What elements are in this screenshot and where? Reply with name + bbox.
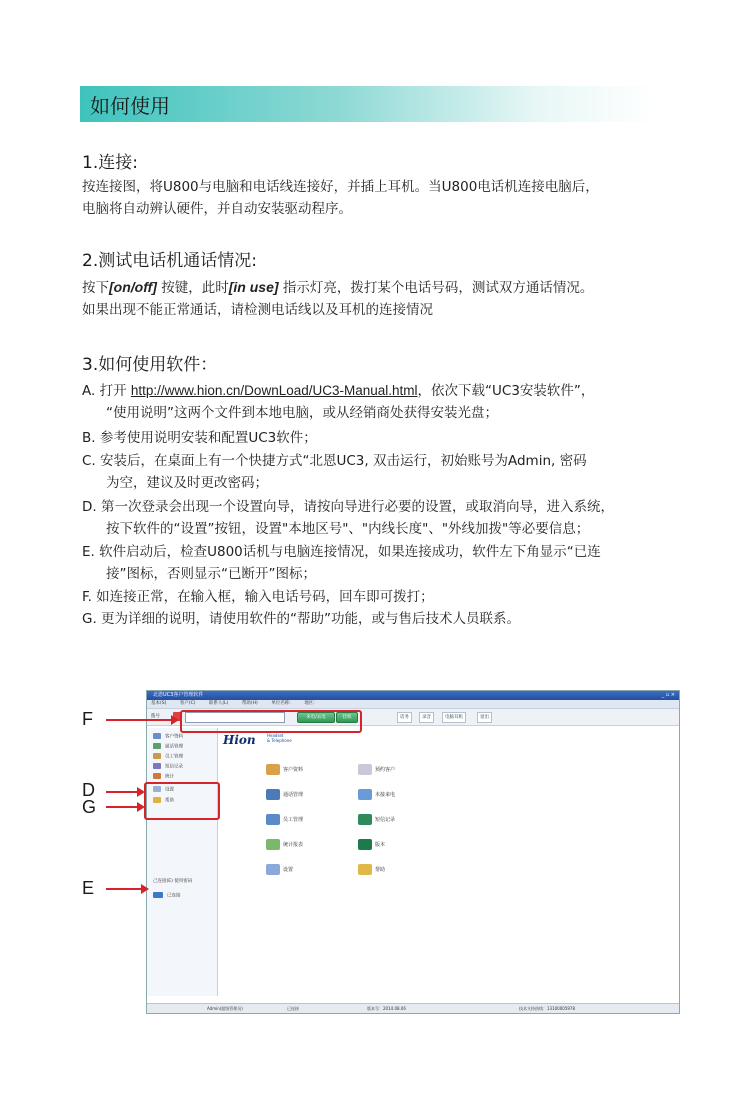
label-f: F [82,709,93,729]
sidebar-item-stats[interactable]: 统计 [153,773,174,781]
page-heading: 如何使用 [90,94,170,118]
dial-button[interactable]: 来电/去电 [297,712,335,723]
status-version: 版本号：2014.08.06 [367,1006,406,1011]
sms-record-icon [358,814,372,825]
module-appointments[interactable]: 预约客户 [358,763,395,777]
module-settings[interactable]: 设置 [266,863,293,877]
version-icon [358,839,372,850]
sidebar-item-help[interactable]: 帮助 [153,797,174,805]
hion-logo: Hion [223,733,256,747]
module-stats[interactable]: 统计报表 [266,838,303,852]
module-staff[interactable]: 员工管理 [266,813,303,827]
arrow-e [106,888,142,890]
list-item-b: B. 参考使用说明安装和配置UC3软件； [82,430,317,446]
list-item-a: A. 打开 http://www.hion.cn/DownLoad/UC3-Manual.html，依次下载“UC3安装软件”， “使用说明”这两个文件到本地电脑，或从经销商处获得安装光盘； [82,383,595,421]
main-panel [218,728,679,996]
help-icon [358,864,372,875]
window-controls[interactable]: _ ▫ × [661,692,675,698]
settings-icon [266,864,280,875]
toolbar-button-record[interactable]: 录音 [419,712,434,723]
status-connection: 已连接 [287,1006,299,1011]
menu-item[interactable]: 单位名称: [271,701,291,706]
label-d: D [82,780,95,800]
sidebar-item-customers[interactable]: 客户资料 [153,733,183,741]
window-titlebar: 北恩UC3客户管理软件 _ ▫ × [147,691,679,700]
arrow-f [106,719,172,721]
calls-icon [153,743,161,749]
list-item-e: E. 软件启动后，检查U800话机与电脑连接情况，如果连接成功，软件左下角显示“已连 接”图标，否则显示“已断开”图标； [82,544,601,582]
label-e: E [82,878,95,898]
sidebar-footer: 己连接(E) 使用密码 [153,879,193,884]
module-sms[interactable]: 短信记录 [358,813,395,827]
menu-item[interactable]: 基本(S) [151,701,167,706]
sidebar-item-staff[interactable]: 员工管理 [153,753,183,761]
sidebar [147,728,218,996]
download-link[interactable]: http://www.hion.cn/DownLoad/UC3-Manual.html [130,383,418,398]
menu-item[interactable]: 客户(C) [179,701,196,706]
section2-title: 2.测试电话机通话情况: [82,251,257,271]
missed-call-icon [358,789,372,800]
sms-icon [153,763,161,769]
list-item-f: F. 如连接正常，在输入框，输入电话号码，回车即可拨打； [82,589,434,605]
staff-icon [153,753,161,759]
toolbar-button-headset[interactable]: 电脑耳机 [442,712,466,723]
section1-title: 1.连接: [82,153,138,173]
stats-report-icon [266,839,280,850]
status-user: Admin(超级管理员) [207,1006,243,1011]
logo-tagline: Headset & Telephone [267,733,292,743]
menu-item[interactable]: 地区: [304,701,315,706]
section1-body: 按连接图，将U800与电脑和电话线连接好，并插上耳机。当U800电话机连接电脑后， 电脑将自动辨认硬件，并自动安装驱动程序。 [82,179,599,217]
sidebar-item-settings[interactable]: 设置 [153,786,174,794]
staff-manage-icon [266,814,280,825]
appointment-icon [358,764,372,775]
software-screenshot [146,690,680,1014]
annotation-box-input [180,710,362,733]
list-item-g: G. 更为详细的说明，请使用软件的“帮助”功能，或与售后技术人员联系。 [82,611,521,627]
arrow-d [106,791,138,793]
menu-bar [147,700,679,709]
module-calls[interactable]: 通话管理 [266,788,303,802]
status-hotline: 技术支持热线：13100005978 [519,1006,575,1011]
list-item-c: C. 安装后，在桌面上有一个快捷方式“北恩UC3, 双击运行，初始账号为Admin, 密码 为空，建议及时更改密码； [82,453,587,491]
label-g: G [82,797,97,817]
connection-status: 已连接 [153,892,181,900]
module-help[interactable]: 帮助 [358,863,385,877]
arrow-g [106,806,138,808]
toolbar-button-talk[interactable]: 话务 [397,712,412,723]
section3-title: 3.如何使用软件： [82,355,218,375]
module-customers[interactable]: 客户资料 [266,763,303,777]
stats-icon [153,773,161,779]
menu-item[interactable]: 帮助(H) [241,701,258,706]
list-item-d: D. 第一次登录会出现一个设置向导，请按向导进行必要的设置，或取消向导，进入系统， 按下软件的“设置”按钮，设置"本地区号"、"内线长度"、"外线加拨"等必要信息； [82,499,614,537]
annotation-box-settings-help [144,782,220,820]
toolbar-button-exit[interactable]: 退出 [477,712,492,723]
module-missed-calls[interactable]: 未接来电 [358,788,395,802]
call-manage-icon [266,789,280,800]
sidebar-item-calls[interactable]: 通话管理 [153,743,183,751]
section-heading-bar [80,86,655,122]
sidebar-item-sms[interactable]: 短信记录 [153,763,183,771]
status-bar [147,1003,679,1013]
hangup-button[interactable]: 挂机 [336,712,358,723]
customer-icon [153,733,161,739]
customer-data-icon [266,764,280,775]
module-version[interactable]: 版本 [358,838,385,852]
menu-item[interactable]: 联系人(L) [208,701,229,706]
dial-label: 拨号 [151,714,160,719]
section2-body: 按下[on/off] 按键，此时[in use] 指示灯亮，拨打某个电话号码，测试双方通话情况。 如果出现不能正常通话，请检测电话线以及耳机的连接情况 [82,279,594,318]
connected-icon [153,892,163,898]
